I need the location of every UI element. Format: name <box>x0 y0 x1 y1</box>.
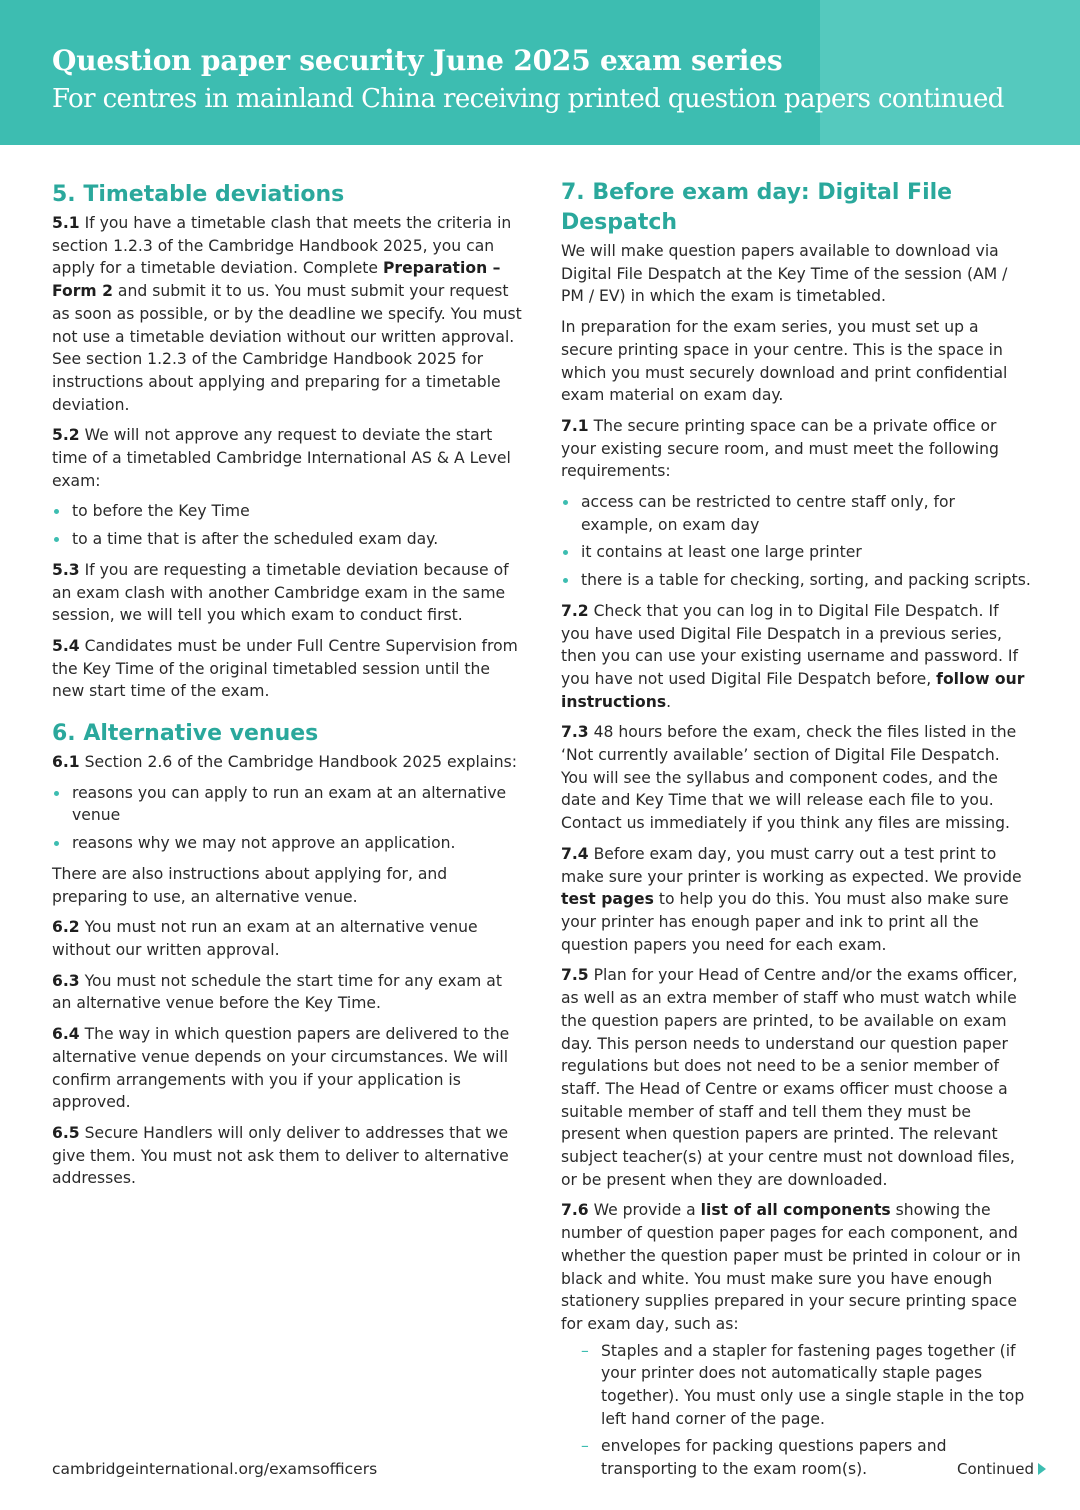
paragraph-5-3: 5.3 If you are requesting a timetable deviation because of an exam clash with another Cambridge exam in the same session, we will tell you which exam to conduct first. <box>52 560 509 625</box>
paragraph-7-2: 7.2 Check that you can log in to Digital File Despatch. If you have used Digital File Despatch in a previous series, then you can use your existing username and password. If you have not used Digital File Despatch before, follow our instructions. <box>561 601 1025 711</box>
para-number: 7.4 <box>561 844 589 863</box>
left-column <box>52 180 522 1198</box>
list-item: access can be restricted to centre staff only, for example, on exam day <box>561 491 1031 536</box>
list-item: – envelopes for packing questions papers and transporting to the exam room(s). <box>581 1435 1031 1480</box>
paragraph-7-intro-2: In preparation for the exam series, you must set up a secure printing space in your centre. This is the space in which you must securely download and print confidential exam material on exam day. <box>561 318 1008 405</box>
paragraph-7-5: 7.5 Plan for your Head of Centre and/or the exams officer, as well as an extra member of staff who must watch while the question papers are printed, to be available on exam day. This person needs to understand our question paper regulations but does not need to be a senior member of staff. The Head of Centre or exams officer must choose a suitable member of staff and tell them they must be present when question papers are printed. The relevant subject teacher(s) at your centre must not download files, or be present when they are downloaded. <box>561 966 1018 1189</box>
arrow-right-icon <box>1038 1463 1046 1475</box>
paragraph-7-6: 7.6 We provide a list of all components showing the number of question paper pages for each component, and whether the question paper must be printed in colour or in black and white. You must make sure you have enough stationery supplies prepared in your secure printing space for exam day, such as: <box>561 1201 1021 1333</box>
continued-label: Continued <box>957 1460 1034 1478</box>
paragraph-5-2: 5.2 We will not approve any request to deviate the start time of a timetabled Cambridge International AS & A Level exam: <box>52 426 511 490</box>
footer-url-link[interactable]: cambridgeinternational.org/examsofficers <box>52 1460 378 1478</box>
para-number: 7.1 <box>561 416 589 435</box>
paragraph-5-1: 5.1 If you have a timetable clash that meets the criteria in section 1.2.3 of the Cambridge Handbook 2025, you can apply for a timetable deviation. Complete Preparation – Form 2 and submit it to us. You must submit your request as soon as possible, or by the deadline we specify. You must not use a timetable deviation without our written approval. See section 1.2.3 of the Cambridge Handbook 2025 for instructions about applying and preparing for a timetable deviation. <box>52 214 522 414</box>
page-title: Question paper security June 2025 exam series <box>52 44 783 77</box>
para-number: 7.2 <box>561 601 589 620</box>
para-number: 7.5 <box>561 966 589 985</box>
list-item: there is a table for checking, sorting, and packing scripts. <box>561 569 1031 592</box>
list-7-1 <box>561 491 1031 592</box>
list-item: reasons why we may not approve an application. <box>52 832 522 855</box>
paragraph-6-2: 6.2 You must not run an exam at an alternative venue without our written approval. <box>52 918 478 959</box>
page-header <box>0 0 1080 145</box>
paragraph-7-1: 7.1 The secure printing space can be a private office or your existing secure room, and must meet the following requirements: <box>561 416 999 481</box>
paragraph-6-3: 6.3 You must not schedule the start time for any exam at an alternative venue before the Key Time. <box>52 971 502 1013</box>
paragraph-6-1: 6.1 Section 2.6 of the Cambridge Handbook 2025 explains: <box>52 753 517 772</box>
continued-link[interactable] <box>957 1460 1046 1478</box>
para-number: 6.3 <box>52 971 80 990</box>
para-number: 5.1 <box>52 214 80 232</box>
paragraph-6-1-after: There are also instructions about applying for, and preparing to use, an alternative venue. <box>52 864 448 906</box>
list-item: reasons you can apply to run an exam at an alternative venue <box>52 782 522 827</box>
list-item: it contains at least one large printer <box>561 541 1031 564</box>
paragraph-7-4: 7.4 Before exam day, you must carry out a test print to make sure your printer is working as expected. We provide test pages to help you do this. You must also make sure your printer has enough paper and ink to print all the question papers you need for each exam. <box>561 844 1022 954</box>
paragraph-7-intro-1: We will make question papers available to download via Digital File Despatch at the Key Time of the session (AM / PM / EV) in which the exam is timetabled. <box>561 242 1008 306</box>
para-number: 5.2 <box>52 426 80 445</box>
section-7-heading: 7. Before exam day: Digital File Despatch <box>561 180 953 235</box>
header-accent-panel <box>820 0 1080 145</box>
list-6-1 <box>52 782 522 855</box>
list-item: – Staples and a stapler for fastening pages together (if your printer does not automatically staple pages together). You must only use a single staple in the top left hand corner of the page. <box>581 1340 1031 1431</box>
components-list-link[interactable]: list of all components <box>700 1201 891 1220</box>
paragraph-7-3: 7.3 48 hours before the exam, check the files listed in the ‘Not currently available’ section of Digital File Despatch. You will see the syllabus and component codes, and the date and Key Time that we will release each file to you. Contact us immediately if you think any files are missing. <box>561 723 1017 833</box>
section-5-heading: 5. Timetable deviations <box>52 182 345 207</box>
list-item: to before the Key Time <box>52 500 522 523</box>
list-item: to a time that is after the scheduled exam day. <box>52 528 522 551</box>
paragraph-6-5: 6.5 Secure Handlers will only deliver to addresses that we give them. You must not ask them to deliver to alternative addresses. <box>52 1123 509 1188</box>
right-column <box>561 178 1031 1486</box>
paragraph-5-4: 5.4 Candidates must be under Full Centre Supervision from the Key Time of the original timetabled session until the new start time of the exam. <box>52 636 518 701</box>
form-link[interactable]: Preparation – Form 2 <box>52 259 501 301</box>
para-number: 5.3 <box>52 560 80 579</box>
para-number: 6.4 <box>52 1025 80 1044</box>
para-number: 6.1 <box>52 753 80 772</box>
para-number: 7.6 <box>561 1201 589 1220</box>
para-number: 5.4 <box>52 636 80 655</box>
paragraph-6-4: 6.4 The way in which question papers are delivered to the alternative venue depends on your circumstances. We will confirm arrangements with you if your application is approved. <box>52 1025 510 1112</box>
para-number: 7.3 <box>561 723 589 742</box>
section-6-heading: 6. Alternative venues <box>52 721 319 747</box>
instructions-link[interactable]: follow our instructions <box>561 669 1025 711</box>
list-5-2 <box>52 500 522 550</box>
para-number: 6.2 <box>52 918 80 937</box>
test-pages-link[interactable]: test pages <box>561 890 654 909</box>
page-subtitle: For centres in mainland China receiving printed question papers continued <box>52 84 1004 114</box>
para-number: 6.5 <box>52 1123 80 1142</box>
